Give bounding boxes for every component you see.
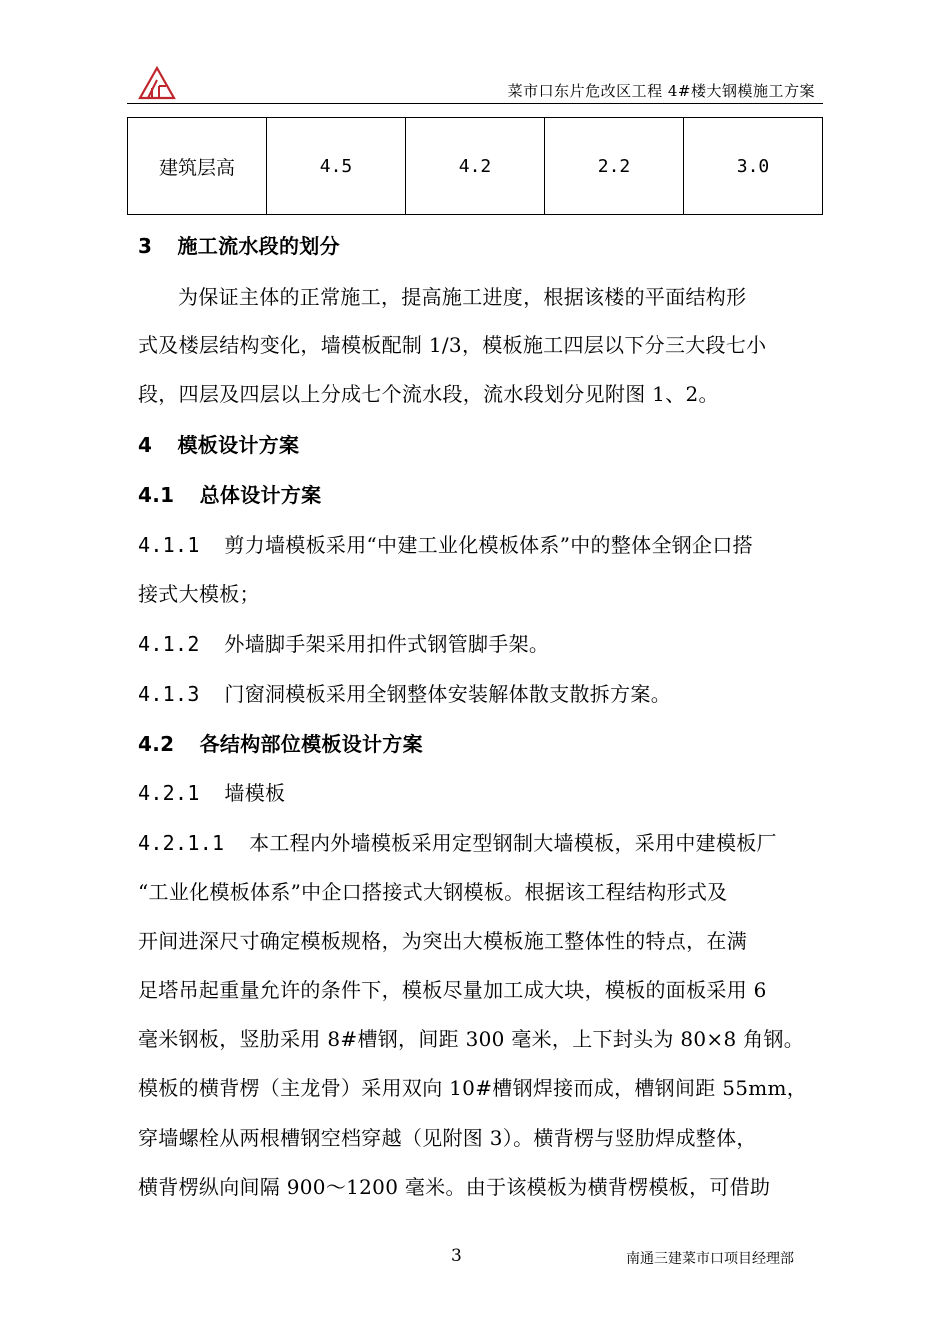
item-number: 4.2.1 [138,781,200,805]
item-text: 门窗洞模板采用全钢整体安装解体散支散拆方案。 [224,682,671,706]
header-title: 菜市口东片危改区工程 4#楼大钢模施工方案 [507,82,815,100]
paragraph-line: 毫米钢板，竖肋采用 8#槽钢，间距 300 毫米，上下封头为 80×8 角钢。 [138,1027,805,1051]
section-number: 4.1 [138,483,175,507]
item-4-1-3 [138,678,671,707]
item-4-2-1 [138,777,285,806]
section-3-heading [138,230,340,259]
paragraph-line: 足塔吊起重量允许的条件下，模板尽量加工成大块，模板的面板采用 6 [138,978,767,1002]
section-4-1-heading [138,479,321,508]
paragraph-line: 横背楞纵向间隔 900～1200 毫米。由于该模板为横背楞模板，可借助 [138,1175,771,1199]
paragraph-line: 接式大模板； [138,582,260,606]
item-text: 剪力墙模板采用“中建工业化模板体系”中的整体全钢企口搭 [224,533,753,557]
table-cell: 4.2 [406,118,545,215]
item-4-2-1-1 [138,827,777,856]
item-4-1-2 [138,628,549,657]
paragraph-line: “工业化模板体系”中企口搭接式大钢模板。根据该工程结构形式及 [138,880,728,904]
floor-height-table [127,117,823,215]
item-text: 本工程内外墙模板采用定型钢制大墙模板，采用中建模板厂 [249,831,777,855]
section-title: 施工流水段的划分 [177,234,340,258]
paragraph-line: 开间进深尺寸确定模板规格，为突出大模板施工整体性的特点，在满 [138,929,747,953]
company-logo-icon [138,66,176,100]
footer-org: 南通三建菜市口项目经理部 [626,1251,794,1267]
header-divider [127,103,823,104]
table-cell: 2.2 [545,118,684,215]
section-4-2-heading [138,728,423,757]
paragraph-line: 式及楼层结构变化，墙模板配制 1/3，模板施工四层以下分三大段七小 [138,333,767,357]
item-text: 墙模板 [224,781,286,805]
paragraph-line: 为保证主体的正常施工，提高施工进度，根据该楼的平面结构形 [178,285,747,309]
item-text: 外墙脚手架采用扣件式钢管脚手架。 [224,632,550,656]
item-number: 4.1.2 [138,632,200,656]
paragraph-line: 穿墙螺栓从两根槽钢空档穿越（见附图 3）。横背楞与竖肋焊成整体， [138,1126,757,1150]
item-number: 4.1.1 [138,533,200,557]
section-number: 4 [138,433,153,457]
item-number: 4.2.1.1 [138,831,225,855]
section-title: 总体设计方案 [199,483,322,507]
item-number: 4.1.3 [138,682,200,706]
page-number: 3 [451,1246,462,1266]
section-title: 模板设计方案 [177,433,300,457]
section-4-heading [138,429,299,458]
table-row-label: 建筑层高 [128,118,267,215]
section-number: 4.2 [138,732,175,756]
paragraph-line: 段，四层及四层以上分成七个流水段，流水段划分见附图 1、2。 [138,382,719,406]
paragraph-line: 模板的横背楞（主龙骨）采用双向 10#槽钢焊接而成，槽钢间距 55mm， [138,1076,808,1100]
table-cell: 4.5 [267,118,406,215]
table-cell: 3.0 [684,118,823,215]
section-title: 各结构部位模板设计方案 [199,732,423,756]
item-4-1-1 [138,529,753,558]
section-number: 3 [138,234,153,258]
table-row [128,118,823,215]
